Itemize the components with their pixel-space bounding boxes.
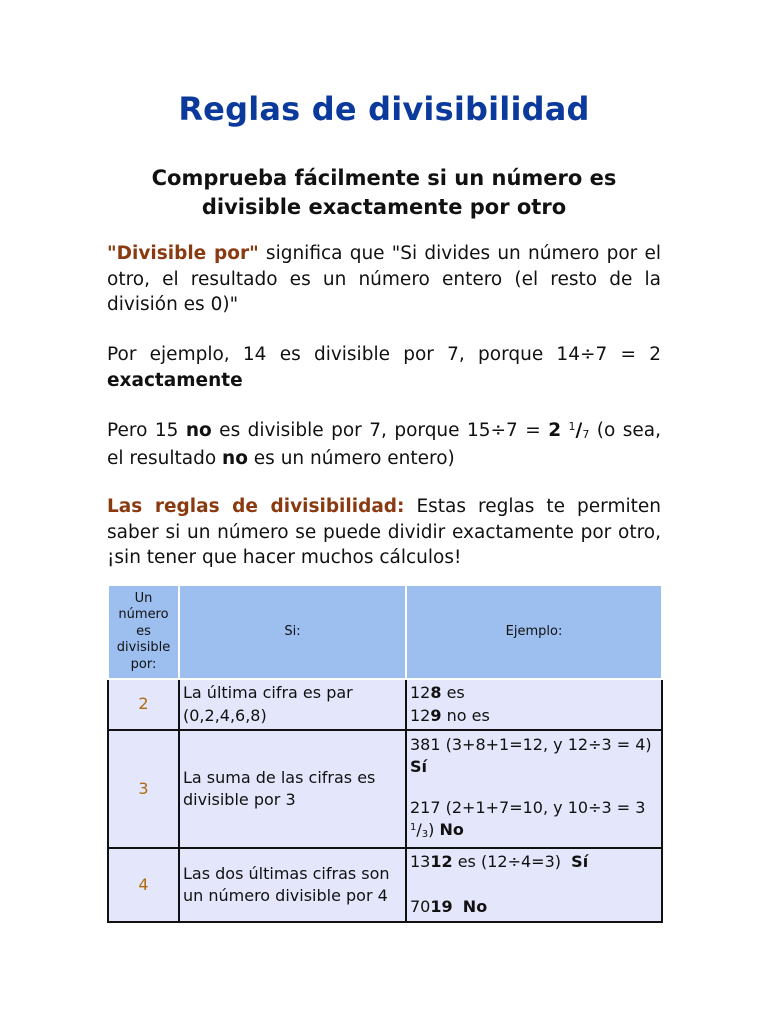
example-verdict: No	[462, 896, 488, 916]
table-row	[108, 730, 662, 848]
example-line	[410, 705, 658, 728]
example-cell	[406, 679, 662, 730]
fraction-denominator: 3	[421, 829, 429, 840]
example-divisible-text: Por ejemplo, 14 es divisible por 7, porque 14÷7 = 2	[107, 344, 661, 365]
example-number-highlight: 12	[430, 852, 453, 871]
fraction-denominator: 7	[582, 428, 590, 441]
example-result: es	[441, 683, 465, 702]
example-number-highlight: 9	[430, 705, 442, 725]
example-number-highlight: 8	[430, 683, 442, 702]
page-title: Reglas de divisibilidad	[178, 90, 590, 128]
example-text: 381 (3+8+1=12, y 12÷3 = 4)	[410, 734, 652, 754]
example-spacer	[410, 779, 658, 797]
emphasis-no: no	[222, 447, 248, 469]
example-cell	[406, 848, 662, 922]
example-line	[410, 896, 658, 919]
divisibility-rules-table	[107, 584, 663, 923]
rule-cell: Las dos últimas cifras son un número divisible por 4	[179, 848, 406, 922]
divisor-cell: 3	[108, 730, 179, 848]
page-subtitle: Comprueba fácilmente si un número es divisible exactamente por otro	[151, 166, 617, 219]
fraction-slash: /	[416, 820, 422, 839]
example-result: es (12÷4=3)	[452, 852, 572, 871]
definition-label: "Divisible por"	[107, 243, 259, 264]
example-text-part: (o sea, el resultado	[107, 420, 661, 469]
table-row	[108, 679, 662, 730]
example-line	[410, 682, 658, 705]
example-divisible-emphasis: exactamente	[107, 369, 243, 391]
divisor-cell: 2	[108, 679, 179, 730]
example-text: 217 (2+1+7=10, y 10÷3 = 3	[410, 797, 646, 817]
example-verdict: Sí	[571, 852, 589, 871]
header-rule: Si:	[179, 585, 406, 679]
rules-intro-text: Estas reglas te permiten saber si un número se puede dividir exactamente por otro, ¡sin tener que hacer muchos cálculos!	[107, 496, 661, 568]
example-line	[410, 734, 658, 779]
rule-cell: La última cifra es par (0,2,4,6,8)	[179, 679, 406, 730]
example-text: )	[428, 820, 440, 839]
header-example: Ejemplo:	[406, 585, 662, 679]
rule-cell: La suma de las cifras es divisible por 3	[179, 730, 406, 848]
example-result	[453, 897, 463, 916]
example-cell	[406, 730, 662, 848]
example-number-prefix: 13	[410, 852, 431, 871]
fraction-numerator: 1	[568, 420, 576, 433]
example-verdict: Sí	[410, 757, 428, 776]
example-result: no es	[441, 705, 490, 725]
fraction-numerator: 1	[410, 822, 417, 833]
fraction-slash: /	[575, 420, 583, 441]
rules-intro-label: Las reglas de divisibilidad:	[107, 496, 405, 517]
definition-text: significa que "Si divides un número por el otro, el resultado es un número entero (el resto de la división es 0)"	[107, 243, 661, 315]
emphasis-no: no	[185, 420, 212, 441]
example-text-part: es un número entero)	[247, 447, 455, 469]
example-not-divisible-paragraph	[107, 418, 661, 471]
example-number-highlight: 19	[430, 896, 453, 916]
example-number-prefix: 12	[410, 683, 431, 702]
table-row	[108, 848, 662, 922]
example-number-prefix: 70	[410, 896, 431, 916]
rules-intro-paragraph	[107, 494, 661, 571]
example-verdict: No	[439, 820, 464, 839]
header-divisor: Un número es divisible por:	[108, 585, 179, 679]
example-text-part: es divisible por 7, porque 15÷7 =	[211, 420, 549, 441]
definition-paragraph	[107, 241, 661, 318]
example-line	[410, 851, 658, 874]
fraction-whole: 2	[548, 420, 562, 441]
example-number-prefix: 12	[410, 705, 431, 725]
divisor-cell: 4	[108, 848, 179, 922]
example-divisible-paragraph	[107, 342, 661, 393]
table-header-row	[108, 585, 662, 679]
example-text-part: Pero 15	[107, 420, 186, 441]
example-spacer	[410, 874, 658, 896]
example-line	[410, 797, 658, 845]
